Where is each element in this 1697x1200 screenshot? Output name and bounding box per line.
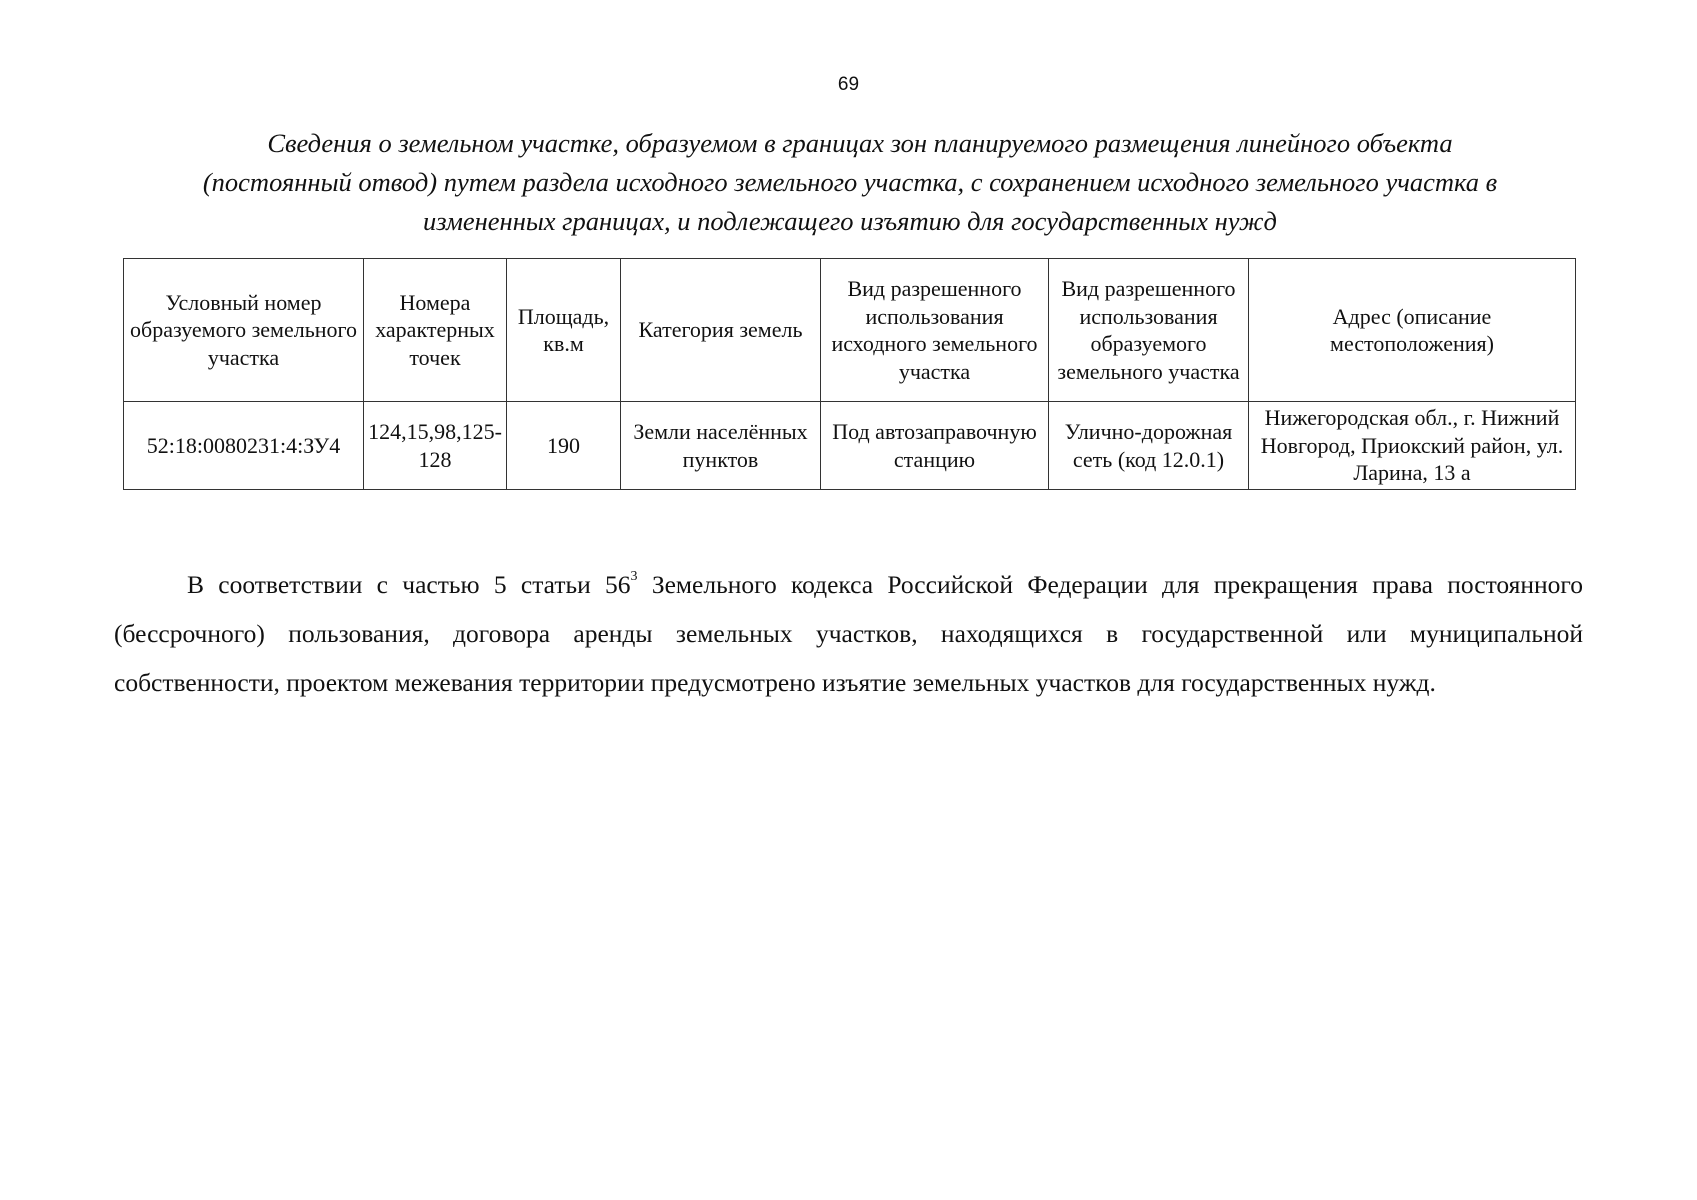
column-header: Условный номер образуемого земельного участка	[124, 259, 364, 402]
column-header: Адрес (описание местоположения)	[1249, 259, 1576, 402]
column-header: Площадь, кв.м	[507, 259, 621, 402]
table-row	[124, 402, 1576, 490]
column-header: Номера характерных точек	[364, 259, 507, 402]
points-cell: 124,15,98,125-128	[364, 402, 507, 490]
body-paragraph	[114, 560, 1583, 707]
column-header: Вид разрешенного использования исходного земельного участка	[821, 259, 1049, 402]
plot-number-cell: 52:18:0080231:4:ЗУ4	[124, 402, 364, 490]
section-heading	[150, 124, 1550, 241]
column-header: Вид разрешенного использования образуемого земельного участка	[1049, 259, 1249, 402]
address-cell: Нижегородская обл., г. Нижний Новгород, Приокский район, ул. Ларина, 13 а	[1249, 402, 1576, 490]
article-superscript: 3	[630, 569, 638, 584]
heading-line: (постоянный отвод) путем раздела исходного земельного участка, с сохранением исходного земельного участка в	[202, 167, 1498, 197]
page-number: 69	[837, 74, 860, 95]
column-header: Категория земель	[621, 259, 821, 402]
heading-line: Сведения о земельном участке, образуемом в границах зон планируемого размещения линейного объекта	[267, 128, 1453, 158]
land-plot-table	[123, 258, 1576, 490]
original-use-cell: Под автозаправочную станцию	[821, 402, 1049, 490]
paragraph-text-end: Земельного кодекса Российской Федерации для прекращения права постоянного (бессрочного) пользования, договора аренды земельных участков, находящихся в государственной или муниципальной собственности, проектом межевания территории предусмотрено изъятие земельных участков для государственных нужд.	[114, 570, 1583, 697]
paragraph-text-start: В соответствии с частью 5 статьи 56	[187, 570, 631, 599]
category-cell: Земли населённых пунктов	[621, 402, 821, 490]
new-use-cell: Улично-дорожная сеть (код 12.0.1)	[1049, 402, 1249, 490]
heading-line: измененных границах, и подлежащего изъятию для государственных нужд	[423, 206, 1277, 236]
area-cell: 190	[507, 402, 621, 490]
table-header-row	[124, 259, 1576, 402]
